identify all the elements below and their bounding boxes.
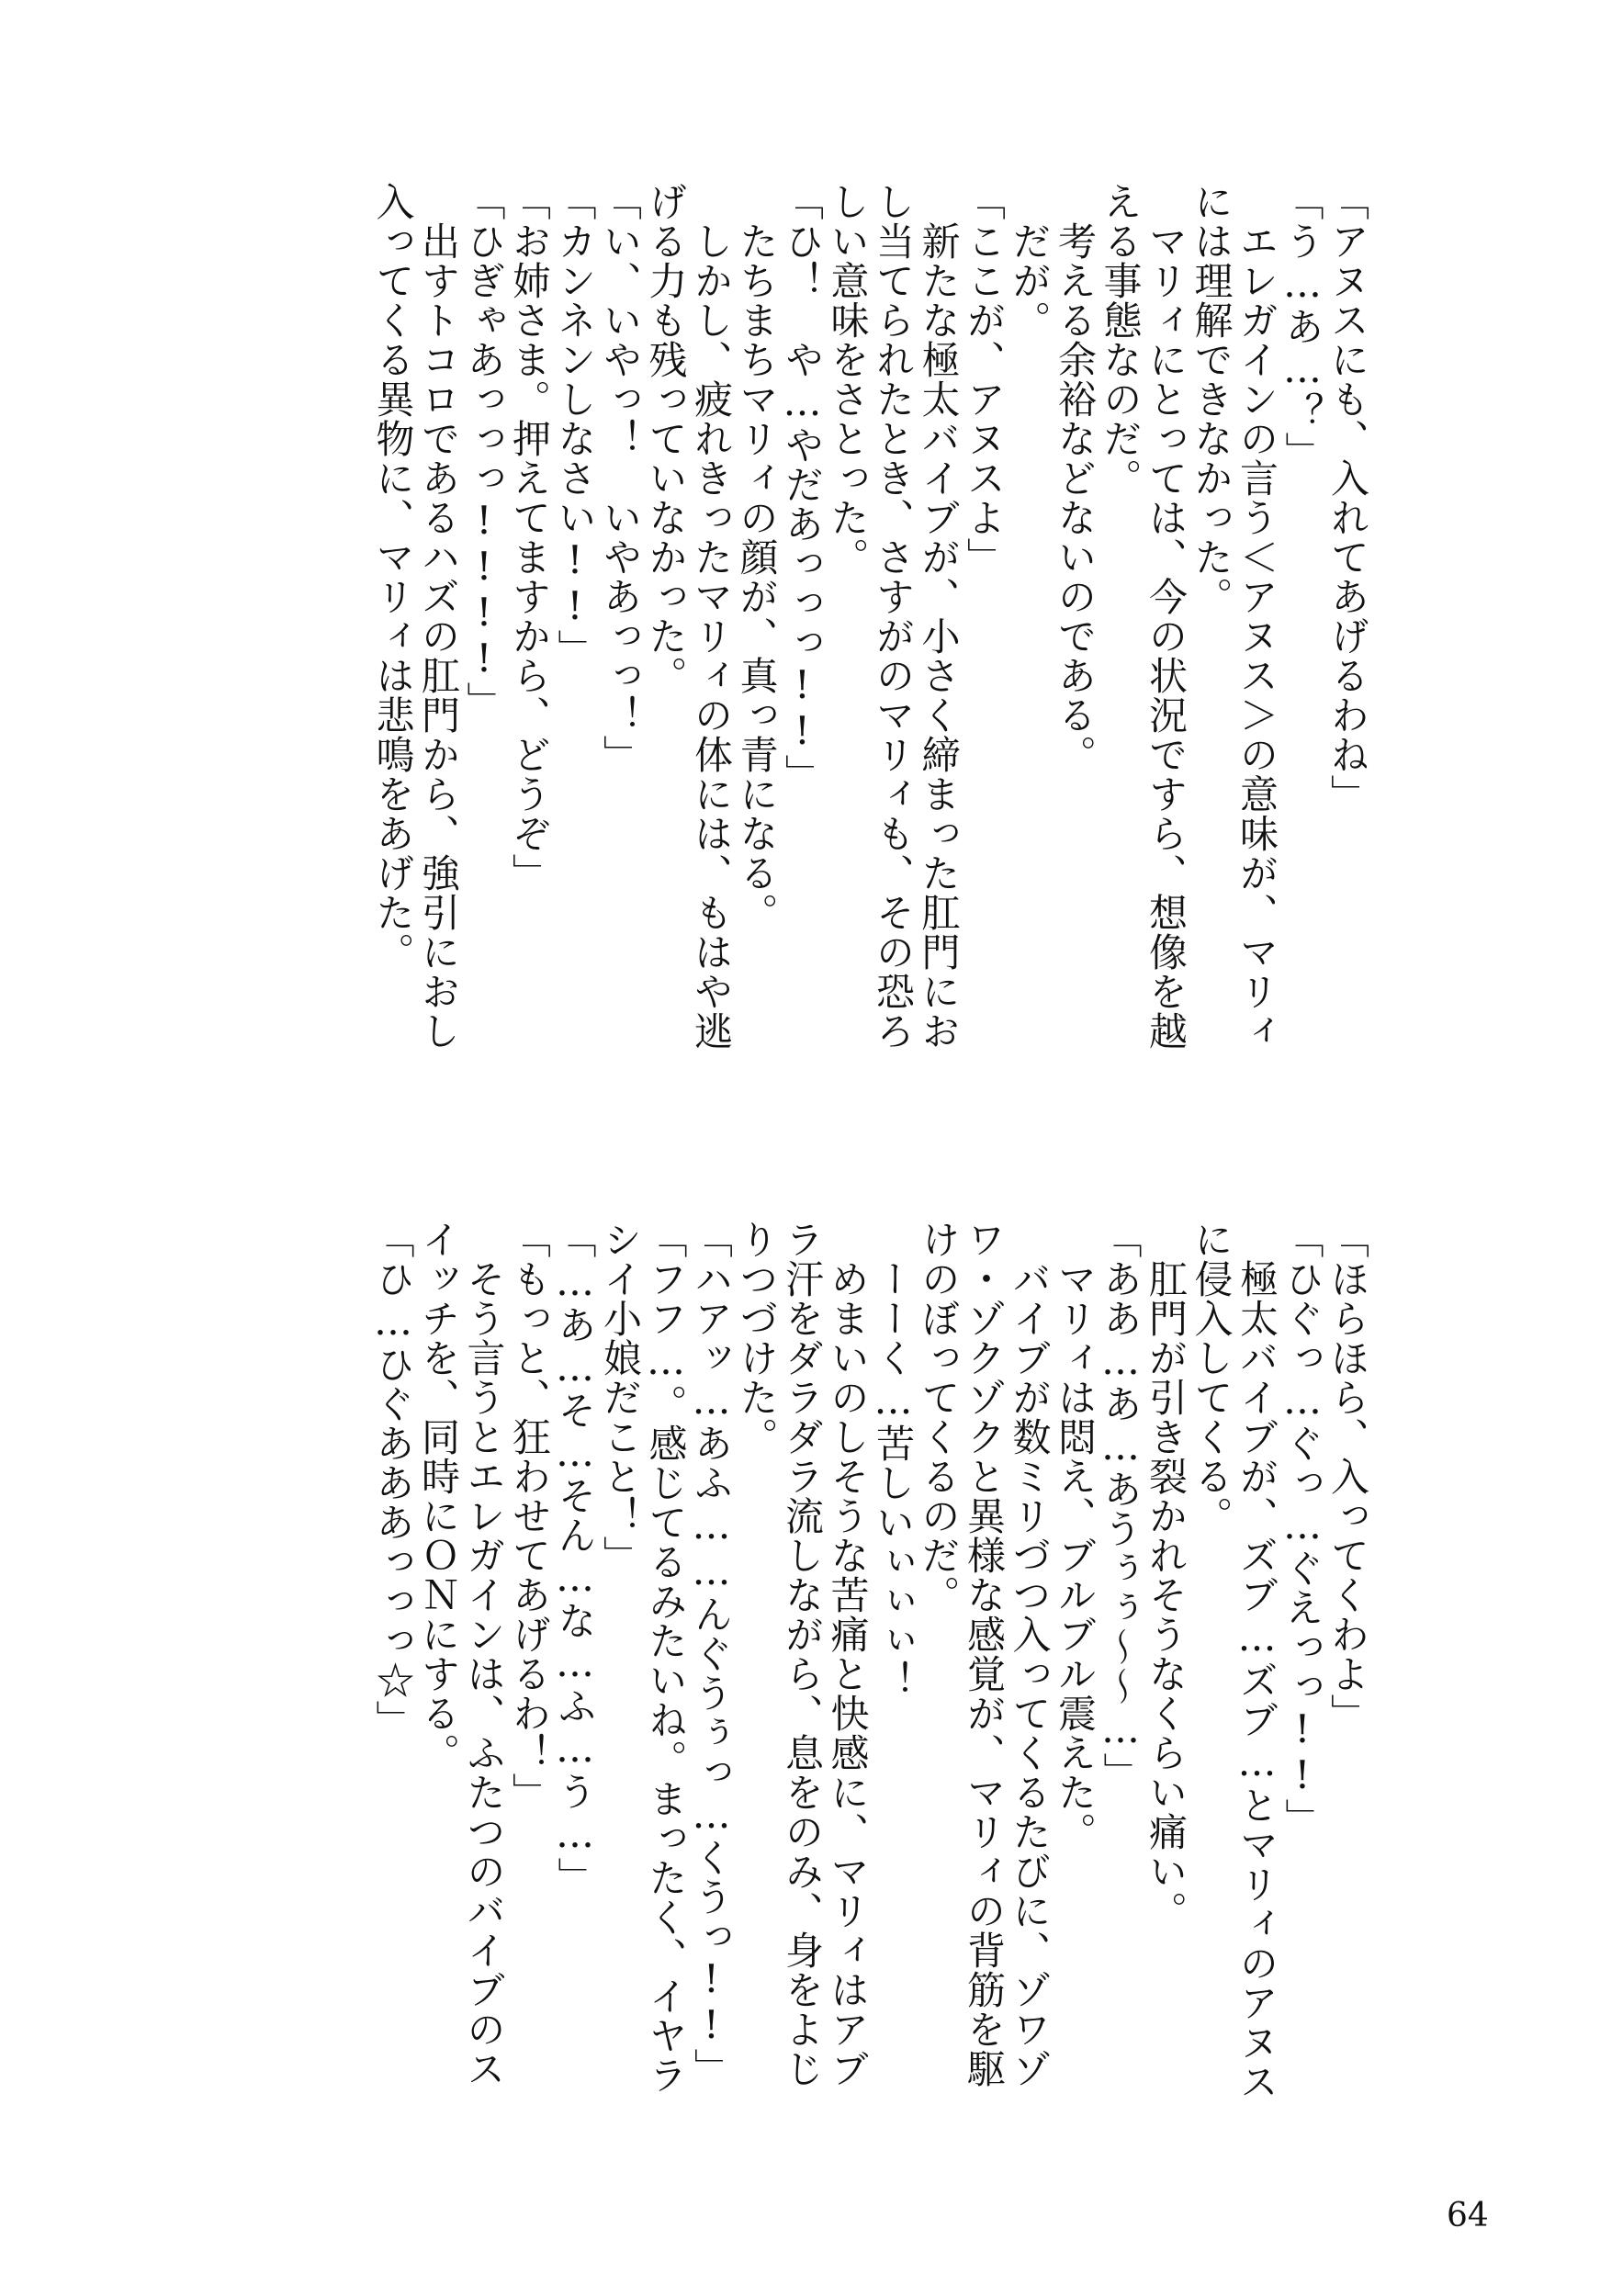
text-column: 「ハアッ…あふ……んぐうぅっ…くうっ!!」 <box>689 1220 734 2088</box>
text-column: 「アヌスにも、入れてあげるわね」 <box>1325 182 1370 814</box>
text-column: めまいのしそうな苦痛と快感に、マリィはアブ <box>825 1220 871 2088</box>
text-column: 「い、いやっ！ いやあっっ！」 <box>598 182 643 774</box>
text-column: 「ああ…あ…あうぅぅ〜〜…」 <box>1098 1220 1144 1792</box>
text-column: 「う…あ…？」 <box>1279 182 1325 471</box>
text-column: げる力も残っていなかった。 <box>643 182 689 695</box>
text-column: 「ここが、アヌスよ」 <box>962 182 1007 577</box>
text-column: 「フフ…。感じてるみたいね。まったく、イヤラ <box>643 1220 689 2095</box>
text-block-bottom <box>370 1220 1370 2239</box>
text-column: しかし、疲れきったマリィの体には、もはや逃 <box>689 182 734 1051</box>
text-column: 「ひぎゃあっっっ!!!!」 <box>461 182 507 721</box>
text-column: けのぼってくるのだ。 <box>916 1220 962 1615</box>
text-column: に侵入してくる。 <box>1189 1220 1234 1536</box>
text-block-top <box>370 182 1370 1210</box>
text-column: 極太バイブが、ズブ…ズブ…とマリィのアヌス <box>1234 1220 1279 2101</box>
text-column: ラ汗をダラダラ流しながら、息をのみ、身をよじ <box>780 1220 825 2088</box>
text-column: マリィにとっては、今の状況ですら、想像を越 <box>1144 182 1189 1051</box>
text-column: ワ・ゾクゾクと異様な感覚が、マリィの背筋を駆 <box>962 1220 1007 2088</box>
text-column: 出すトコロであるハズの肛門から、強引におし <box>416 182 461 1051</box>
text-column: 肛門が引き裂かれそうなくらい痛い。 <box>1144 1220 1189 1930</box>
text-column: 「ひ！ や…やだあっっっ!!」 <box>780 182 825 793</box>
text-column: りつづけた。 <box>734 1220 780 1457</box>
text-column: 「ほらほら、入ってくわよ」 <box>1325 1220 1370 1733</box>
text-column: マリィは悶え、ブルブル震えた。 <box>1053 1220 1098 1851</box>
text-column: しい意味をさとった。 <box>825 182 871 577</box>
text-column: える事態なのだ。 <box>1098 182 1144 498</box>
text-column: ーーく…苦しいぃぃぃ！ <box>871 1220 916 1700</box>
text-column: 「カンネンしなさい!!」 <box>552 182 598 669</box>
text-column: だが。 <box>1007 182 1053 340</box>
text-column: 「お姉さま。押えてますから、どうぞ」 <box>507 182 552 893</box>
text-column: そう言うとエレガインは、ふたつのバイブのス <box>461 1220 507 2088</box>
text-column: たちまちマリィの顔が、真っ青になる。 <box>734 182 780 932</box>
text-column: 新たな極太バイブが、小さく締まった肛門にお <box>916 182 962 1051</box>
page-number: 64 <box>1447 2197 1489 2234</box>
text-column: 「もっと、狂わせてあげるわ！」 <box>507 1220 552 1812</box>
text-column: 考える余裕などないのである。 <box>1053 182 1098 774</box>
text-column: シイ小娘だこと！」 <box>598 1220 643 1575</box>
text-column: エレガインの言う＜アヌス＞の意味が、マリィ <box>1234 182 1279 1051</box>
text-column: 「ひぐっ…ぐっ…ぐえっっ!!」 <box>1279 1220 1325 1838</box>
text-column: 「…あ…そ…そん…な…ふ…う…」 <box>552 1220 598 1896</box>
text-column: し当てられたとき、さすがのマリィも、その恐ろ <box>871 182 916 1051</box>
text-column: には理解できなかった。 <box>1189 182 1234 616</box>
text-column: バイブが数ミリづつ入ってくるたびに、ゾワゾ <box>1007 1220 1053 2088</box>
text-column: イッチを、同時にＯＮにする。 <box>416 1220 461 1773</box>
text-column: 「ひ…ひぐあああっっっ☆」 <box>370 1220 416 1739</box>
text-column: 入ってくる異物に、マリィは悲鳴をあげた。 <box>370 182 416 972</box>
